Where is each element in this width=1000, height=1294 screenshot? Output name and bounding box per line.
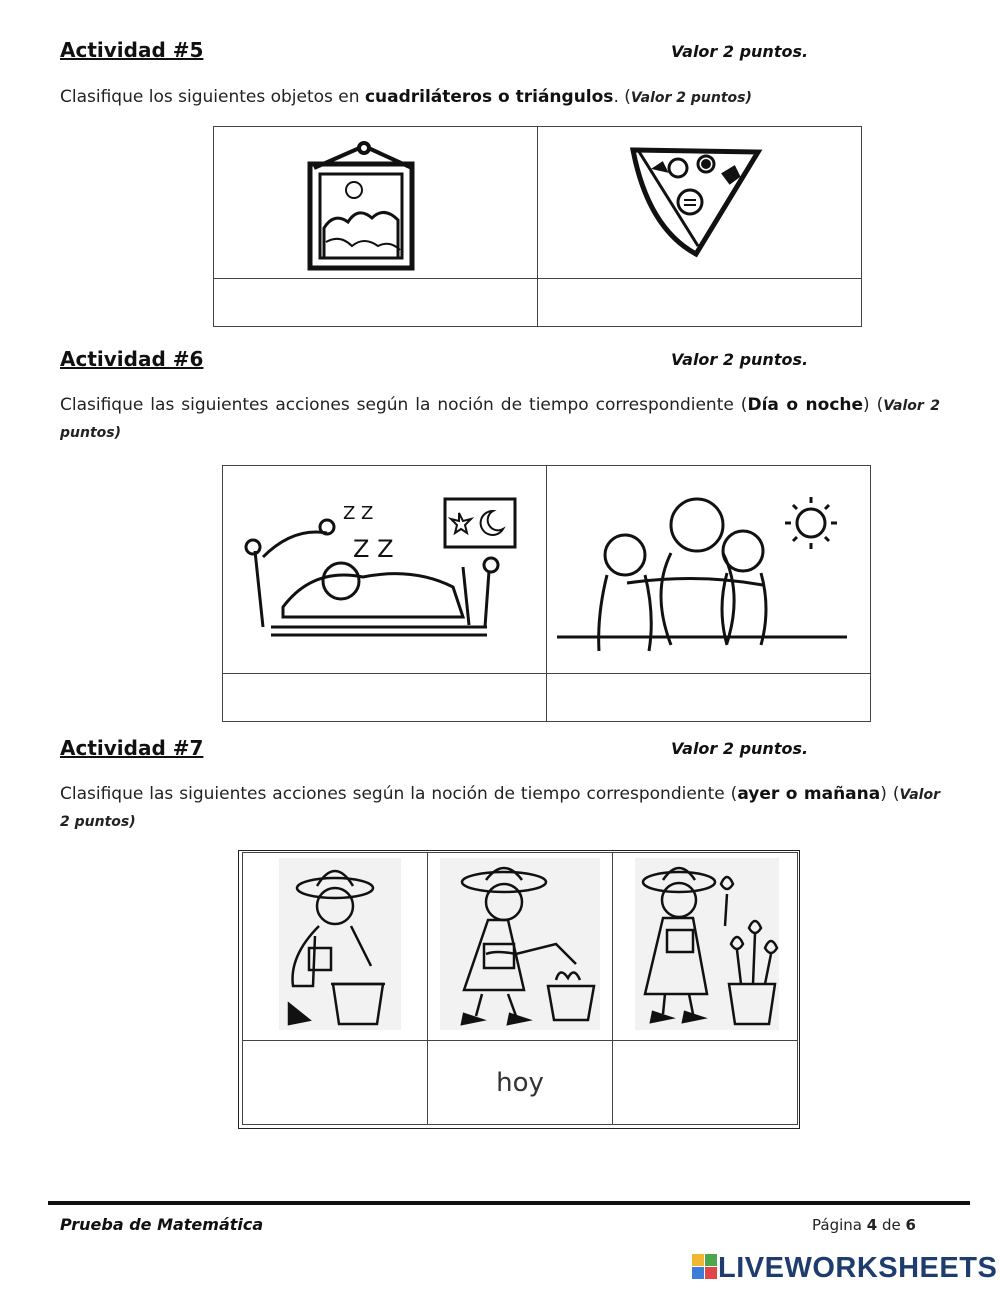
act6-valor: Valor 2 puntos.: [671, 350, 809, 369]
act6-answer-1-cell: [223, 674, 547, 722]
act6-answer-2-cell: [547, 674, 871, 722]
act7-table: [242, 852, 798, 1125]
act5-heading: Actividad #5: [60, 38, 204, 62]
act7-answer-1-input[interactable]: [243, 1067, 427, 1099]
svg-text:Z Z: Z Z: [353, 534, 394, 563]
liveworksheets-logo: [692, 1252, 997, 1285]
sleeping-in-bed-icon: [223, 467, 546, 673]
act7-answer-3-input[interactable]: [613, 1067, 797, 1099]
pizza-slice-cell: [538, 127, 862, 279]
girl-flowers-cell: [613, 853, 798, 1041]
family-hug-cell: [547, 466, 871, 674]
act6-instructions: Clasifique las siguientes acciones según la noción de tiempo correspondiente (Día o noche) (Valor 2 puntos): [60, 395, 940, 441]
act6-answer-1-input[interactable]: [223, 682, 546, 714]
act5-valor: Valor 2 puntos.: [671, 42, 809, 61]
pizza-slice-icon: [538, 128, 861, 278]
act7-answer-3-cell: [613, 1041, 798, 1125]
picture-frame-icon: [214, 128, 537, 278]
act6-answer-2-input[interactable]: [547, 682, 870, 714]
act7-answer-2-input[interactable]: [428, 1067, 612, 1099]
act6-table: [222, 465, 871, 722]
sleeping-child-cell: [223, 466, 547, 674]
girl-watering-plant-icon: [428, 854, 612, 1040]
liveworksheets-logo-icon: [692, 1254, 718, 1280]
picture-frame-cell: [214, 127, 538, 279]
act5-answer-2-input[interactable]: [538, 287, 861, 319]
act7-valor: Valor 2 puntos.: [671, 739, 809, 758]
girl-with-flowers-icon: [613, 854, 797, 1040]
girl-planting-seeds-cell: [243, 853, 428, 1041]
footer-divider: [48, 1201, 970, 1205]
act7-answer-2-cell: [428, 1041, 613, 1125]
page-indicator: Página 4 de 6: [812, 1216, 916, 1234]
act5-instructions: Clasifique los siguientes objetos en cuadriláteros o triángulos. (Valor 2 puntos): [60, 87, 752, 107]
act5-answer-2-cell: [538, 279, 862, 327]
girl-planting-seeds-icon: [243, 854, 427, 1040]
act5-table: [213, 126, 862, 327]
liveworksheets-logo-text: LIVEWORKSHEETS: [718, 1252, 998, 1284]
act7-instructions: Clasifique las siguientes acciones según la noción de tiempo correspondiente (ayer o mañana) (Valor 2 puntos): [60, 784, 940, 830]
act6-heading: Actividad #6: [60, 347, 204, 371]
act7-answer-1-cell: [243, 1041, 428, 1125]
girl-watering-cell: [428, 853, 613, 1041]
footer-title: Prueba de Matemática: [60, 1215, 264, 1234]
act7-heading: Actividad #7: [60, 736, 204, 760]
svg-text:Z Z: Z Z: [343, 502, 374, 524]
act5-answer-1-input[interactable]: [214, 287, 537, 319]
family-hugging-icon: [547, 467, 870, 673]
act5-answer-1-cell: [214, 279, 538, 327]
